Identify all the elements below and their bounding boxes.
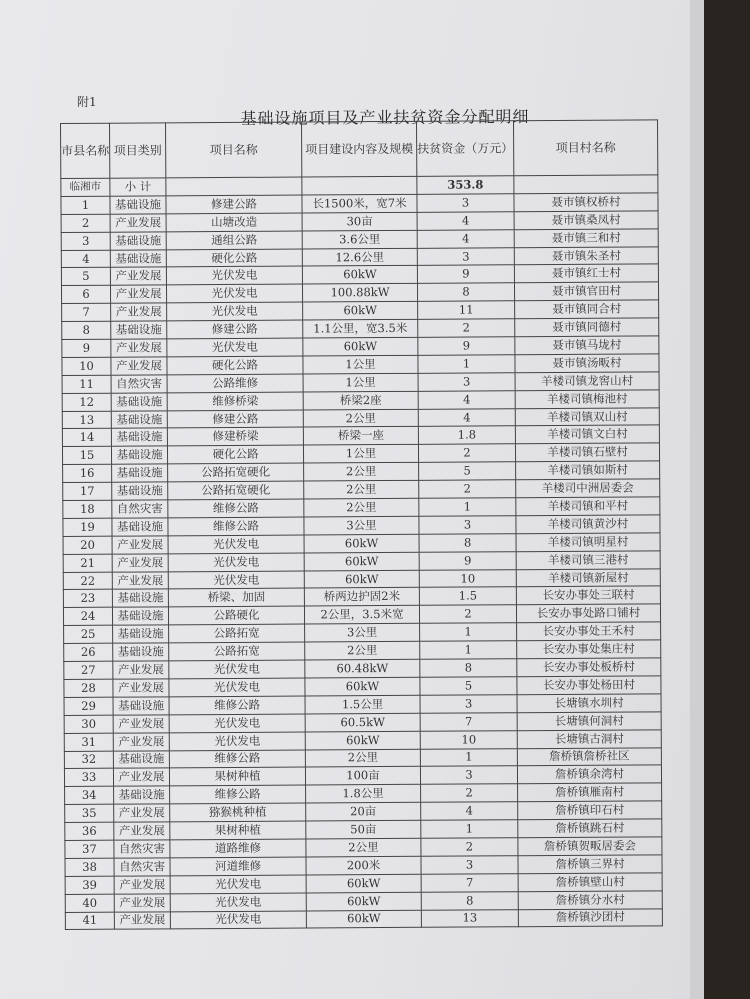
project-name: 维修公路 [168, 499, 304, 518]
project-scale: 20亩 [306, 802, 421, 821]
village-name: 羊楼司镇和平村 [516, 497, 660, 516]
project-category: 基础设施 [111, 321, 167, 339]
project-category: 自然灾害 [111, 375, 167, 393]
fund-amount: 7 [420, 712, 517, 730]
village-name: 羊楼司镇黄沙村 [516, 515, 660, 534]
project-scale: 3公里 [305, 624, 420, 643]
village-name: 长塘镇古洞村 [517, 729, 661, 748]
project-scale: 1公里 [303, 445, 418, 464]
fund-amount: 2 [419, 605, 516, 623]
row-number: 9 [62, 339, 111, 357]
row-number: 39 [65, 876, 114, 894]
project-scale: 桥梁一座 [303, 427, 418, 446]
fund-amount: 3 [418, 373, 515, 391]
fund-amount: 1.5 [419, 587, 516, 605]
header-village: 项目村名称 [514, 120, 658, 176]
row-number: 36 [65, 822, 114, 840]
project-name: 硬化公路 [167, 445, 303, 464]
village-name: 羊楼司镇龙窖山村 [515, 372, 659, 391]
row-number: 2 [61, 214, 110, 232]
project-name: 果树种植 [170, 821, 306, 840]
project-scale: 60kW [305, 677, 420, 696]
fund-amount: 4 [421, 802, 518, 820]
project-name: 修建公路 [167, 410, 303, 429]
project-name: 光伏发电 [170, 875, 306, 894]
project-category: 基础设施 [112, 518, 168, 536]
fund-amount: 3 [420, 695, 517, 713]
row-number: 32 [64, 751, 113, 769]
project-scale: 桥梁2座 [303, 391, 418, 410]
project-category: 自然灾害 [114, 858, 170, 876]
project-name: 光伏发电 [169, 678, 305, 697]
project-name: 河道维修 [170, 857, 306, 876]
project-category: 基础设施 [111, 428, 167, 446]
fund-amount: 2 [418, 319, 515, 337]
village-name: 长安办事处路口铺村 [516, 604, 660, 623]
fund-amount: 4 [417, 229, 514, 247]
village-name: 羊楼司中洲居委会 [516, 479, 660, 498]
project-category: 产业发展 [113, 715, 169, 733]
project-category: 基础设施 [112, 482, 168, 500]
header-category: 项目类别 [110, 123, 166, 178]
row-number: 25 [64, 625, 113, 643]
fund-amount: 1 [421, 820, 518, 838]
village-name: 长安办事处三联村 [516, 586, 660, 605]
fund-amount: 10 [419, 569, 516, 587]
project-category: 产业发展 [113, 768, 169, 786]
row-number: 24 [63, 608, 112, 626]
project-category: 自然灾害 [112, 500, 168, 518]
village-name: 羊楼司镇新屋村 [516, 568, 660, 587]
project-scale: 60kW [306, 910, 421, 929]
row-number: 4 [61, 250, 110, 268]
row-number: 12 [62, 393, 111, 411]
project-scale: 长1500米，宽7米 [302, 194, 417, 213]
fund-amount: 2 [421, 784, 518, 802]
project-category: 基础设施 [113, 697, 169, 715]
village-name: 聂市镇官田村 [515, 282, 659, 301]
row-number: 6 [61, 286, 110, 304]
project-name: 道路维修 [170, 839, 306, 858]
row-number: 33 [64, 769, 113, 787]
row-number: 29 [64, 697, 113, 715]
village-name: 詹桥镇跳石村 [518, 819, 662, 838]
village-name: 聂市镇三和村 [514, 229, 658, 248]
project-scale: 100亩 [305, 767, 420, 786]
project-scale: 30亩 [302, 212, 417, 231]
row-number: 35 [65, 804, 114, 822]
project-name: 光伏发电 [167, 338, 303, 357]
row-number: 28 [64, 679, 113, 697]
project-name: 光伏发电 [169, 732, 305, 751]
project-name: 修建桥梁 [167, 427, 303, 446]
fund-amount: 4 [418, 408, 515, 426]
village-name: 詹桥镇詹桥社区 [517, 747, 661, 766]
project-name: 维修公路 [168, 517, 304, 536]
row-number: 17 [63, 482, 112, 500]
fund-amount: 8 [420, 659, 517, 677]
village-name: 聂市镇马垅村 [515, 336, 659, 355]
project-scale: 60kW [306, 892, 421, 911]
row-number: 3 [61, 232, 110, 250]
header-project-name: 项目名称 [166, 122, 302, 178]
project-scale: 1公里 [303, 373, 418, 392]
subtotal-amount: 353.8 [417, 176, 514, 194]
row-number: 23 [63, 590, 112, 608]
project-name: 光伏发电 [169, 660, 305, 679]
row-number: 11 [62, 375, 111, 393]
row-number: 8 [62, 321, 111, 339]
fund-amount: 4 [418, 390, 515, 408]
project-category: 基础设施 [111, 393, 167, 411]
row-number: 27 [64, 661, 113, 679]
village-name: 长安办事处王禾村 [517, 622, 661, 641]
fund-amount: 3 [421, 856, 518, 874]
fund-amount: 1 [420, 641, 517, 659]
project-scale: 1.1公里，宽3.5米 [303, 319, 418, 338]
village-name: 长塘镇何洞村 [517, 712, 661, 731]
village-name: 詹桥镇分水村 [518, 890, 662, 909]
fund-amount: 2 [419, 480, 516, 498]
project-name: 硬化公路 [166, 249, 302, 268]
project-name: 公路维修 [167, 374, 303, 393]
fund-amount: 1 [420, 623, 517, 641]
page-edge [690, 0, 704, 999]
row-number: 31 [64, 733, 113, 751]
project-name: 光伏发电 [170, 911, 306, 930]
project-name: 光伏发电 [168, 535, 304, 554]
village-name: 长塘镇水圳村 [517, 694, 661, 713]
project-category: 基础设施 [112, 464, 168, 482]
project-name: 修建公路 [167, 320, 303, 339]
fund-amount: 11 [418, 301, 515, 319]
project-scale: 2公里 [303, 409, 418, 428]
header-county: 市县名称 [61, 123, 110, 178]
project-category: 产业发展 [114, 876, 170, 894]
row-number: 26 [64, 643, 113, 661]
project-name: 公路拓宽 [169, 642, 305, 661]
row-number: 30 [64, 715, 113, 733]
project-category: 产业发展 [110, 267, 166, 285]
project-scale: 2公里 [304, 498, 419, 517]
project-category: 基础设施 [112, 589, 168, 607]
row-number: 1 [61, 196, 110, 214]
fund-amount: 2 [421, 838, 518, 856]
project-scale: 60kW [306, 874, 421, 893]
village-name: 聂市镇同合村 [515, 300, 659, 319]
village-name: 羊楼司镇如斯村 [516, 461, 660, 480]
project-scale: 100.88kW [303, 284, 418, 303]
project-category: 基础设施 [113, 643, 169, 661]
village-name: 羊楼司镇梅池村 [515, 390, 659, 409]
village-name: 聂市镇红士村 [514, 264, 658, 283]
project-category: 产业发展 [111, 339, 167, 357]
project-name: 修建公路 [166, 195, 302, 214]
project-scale: 1.5公里 [305, 695, 420, 714]
project-name: 山塘改造 [166, 213, 302, 232]
project-scale: 60kW [303, 302, 418, 321]
project-scale: 60kW [305, 731, 420, 750]
village-name: 羊楼司镇三港村 [516, 551, 660, 570]
project-scale: 1.8公里 [306, 785, 421, 804]
project-name: 公路硬化 [168, 606, 304, 625]
subtotal-label: 小 计 [110, 178, 166, 196]
row-number: 40 [65, 894, 114, 912]
village-name: 长安办事处板桥村 [517, 658, 661, 677]
row-number: 37 [65, 840, 114, 858]
row-number: 21 [63, 554, 112, 572]
project-name: 光伏发电 [167, 302, 303, 321]
table-row [65, 908, 662, 930]
project-category: 产业发展 [113, 679, 169, 697]
fund-amount: 8 [418, 283, 515, 301]
fund-amount: 1 [418, 355, 515, 373]
project-name: 果树种植 [169, 767, 305, 786]
village-name: 聂市镇权桥村 [514, 193, 658, 212]
row-number: 16 [63, 464, 112, 482]
project-category: 基础设施 [110, 196, 166, 214]
project-category: 基础设施 [111, 410, 167, 428]
project-category: 产业发展 [114, 804, 170, 822]
fund-amount: 8 [419, 534, 516, 552]
subtotal-county: 临湘市 [61, 178, 110, 196]
village-name: 詹桥镇雁南村 [518, 783, 662, 802]
project-name: 维修公路 [169, 696, 305, 715]
row-number: 7 [62, 303, 111, 321]
project-scale: 2公里 [305, 749, 420, 768]
row-number: 20 [63, 536, 112, 554]
project-name: 维修桥梁 [167, 392, 303, 411]
village-name: 聂市镇同德村 [515, 318, 659, 337]
project-category: 产业发展 [111, 357, 167, 375]
village-name: 羊楼司镇文白村 [515, 425, 659, 444]
project-scale: 2公里，3.5米宽 [304, 606, 419, 625]
project-name: 光伏发电 [166, 266, 302, 285]
project-name: 桥梁、加固 [168, 589, 304, 608]
project-scale: 60kW [303, 337, 418, 356]
village-name: 詹桥镇三界村 [518, 855, 662, 874]
project-name: 光伏发电 [170, 893, 306, 912]
row-number: 41 [65, 912, 114, 930]
row-number: 18 [63, 500, 112, 518]
fund-allocation-table [60, 119, 663, 930]
fund-amount: 3 [417, 194, 514, 212]
project-category: 基础设施 [111, 446, 167, 464]
annex-label: 附1 [77, 95, 97, 109]
project-category: 产业发展 [110, 214, 166, 232]
project-scale: 桥两边护固2米 [304, 588, 419, 607]
fund-amount: 3 [419, 516, 516, 534]
header-amount: 扶贫资金（万元） [417, 121, 514, 177]
fund-amount: 10 [420, 730, 517, 748]
village-name: 詹桥镇余湾村 [517, 765, 661, 784]
village-name: 詹桥镇壁山村 [518, 873, 662, 892]
project-scale: 2公里 [304, 463, 419, 482]
project-category: 产业发展 [114, 911, 170, 929]
fund-amount: 5 [419, 462, 516, 480]
project-scale: 3公里 [304, 516, 419, 535]
empty-cell [514, 175, 658, 194]
project-name: 光伏发电 [168, 571, 304, 590]
fund-amount: 9 [419, 551, 516, 569]
village-name: 詹桥镇沙团村 [518, 908, 662, 927]
fund-amount: 3 [417, 247, 514, 265]
fund-amount: 7 [421, 873, 518, 891]
project-category: 产业发展 [114, 893, 170, 911]
village-name: 聂市镇朱圣村 [514, 246, 658, 265]
project-scale: 3.6公里 [302, 230, 417, 249]
fund-amount: 4 [417, 212, 514, 230]
village-name: 詹桥镇印石村 [518, 801, 662, 820]
fund-amount: 8 [421, 891, 518, 909]
project-name: 公路拓宽 [169, 624, 305, 643]
project-category: 基础设施 [110, 232, 166, 250]
project-category: 产业发展 [111, 285, 167, 303]
project-category: 产业发展 [113, 661, 169, 679]
project-name: 光伏发电 [168, 553, 304, 572]
project-scale: 60.5kW [305, 713, 420, 732]
project-category: 基础设施 [110, 249, 166, 267]
village-name: 羊楼司镇明星村 [516, 533, 660, 552]
fund-amount: 3 [420, 766, 517, 784]
header-scale: 项目建设内容及规模 [302, 121, 417, 177]
project-name: 公路拓宽硬化 [168, 463, 304, 482]
fund-amount: 13 [421, 909, 518, 927]
row-number: 19 [63, 518, 112, 536]
project-category: 产业发展 [112, 571, 168, 589]
fund-amount: 9 [417, 265, 514, 283]
project-name: 公路拓宽硬化 [168, 481, 304, 500]
village-name: 聂市镇汤畈村 [515, 354, 659, 373]
project-name: 硬化公路 [167, 356, 303, 375]
village-name: 长安办事处杨田村 [517, 676, 661, 695]
project-category: 产业发展 [113, 732, 169, 750]
project-scale: 60kW [304, 534, 419, 553]
document-title: 基础设施项目及产业扶贫资金分配明细 [240, 106, 530, 129]
project-scale: 200米 [306, 856, 421, 875]
project-category: 产业发展 [112, 536, 168, 554]
fund-amount: 9 [418, 337, 515, 355]
table-header-row [61, 120, 658, 179]
row-number: 34 [65, 786, 114, 804]
project-name: 通组公路 [166, 231, 302, 250]
project-scale: 2公里 [304, 480, 419, 499]
project-category: 基础设施 [114, 786, 170, 804]
project-scale: 2公里 [305, 641, 420, 660]
project-scale: 2公里 [306, 838, 421, 857]
project-category: 自然灾害 [114, 840, 170, 858]
project-name: 维修公路 [169, 750, 305, 769]
project-category: 产业发展 [112, 554, 168, 572]
village-name: 羊楼司镇双山村 [515, 407, 659, 426]
row-number: 14 [62, 429, 111, 447]
row-number: 5 [61, 268, 110, 286]
project-category: 基础设施 [113, 625, 169, 643]
fund-amount: 1 [419, 498, 516, 516]
project-scale: 50亩 [306, 820, 421, 839]
project-category: 基础设施 [112, 607, 168, 625]
village-name: 羊楼司镇石壁村 [516, 443, 660, 462]
project-category: 产业发展 [114, 822, 170, 840]
project-category: 产业发展 [111, 303, 167, 321]
fund-amount: 1 [420, 748, 517, 766]
row-number: 22 [63, 572, 112, 590]
project-scale: 60kW [304, 570, 419, 589]
project-name: 猕猴桃种植 [170, 803, 306, 822]
project-name: 维修公路 [170, 785, 306, 804]
fund-amount: 5 [420, 677, 517, 695]
project-scale: 60kW [302, 266, 417, 285]
row-number: 13 [62, 411, 111, 429]
project-name: 光伏发电 [169, 714, 305, 733]
empty-cell [302, 176, 417, 195]
fund-amount: 1.8 [418, 426, 515, 444]
row-number: 10 [62, 357, 111, 375]
row-number: 15 [62, 447, 111, 465]
village-name: 聂市镇桑凤村 [514, 211, 658, 230]
project-name: 光伏发电 [167, 284, 303, 303]
project-scale: 12.6公里 [302, 248, 417, 267]
fund-amount: 2 [418, 444, 515, 462]
empty-cell [166, 177, 302, 196]
village-name: 詹桥镇贺畈居委会 [518, 837, 662, 856]
project-scale: 1公里 [303, 355, 418, 374]
row-number: 38 [65, 858, 114, 876]
project-scale: 60kW [304, 552, 419, 571]
village-name: 长安办事处集庄村 [517, 640, 661, 659]
project-category: 基础设施 [113, 750, 169, 768]
project-scale: 60.48kW [305, 659, 420, 678]
